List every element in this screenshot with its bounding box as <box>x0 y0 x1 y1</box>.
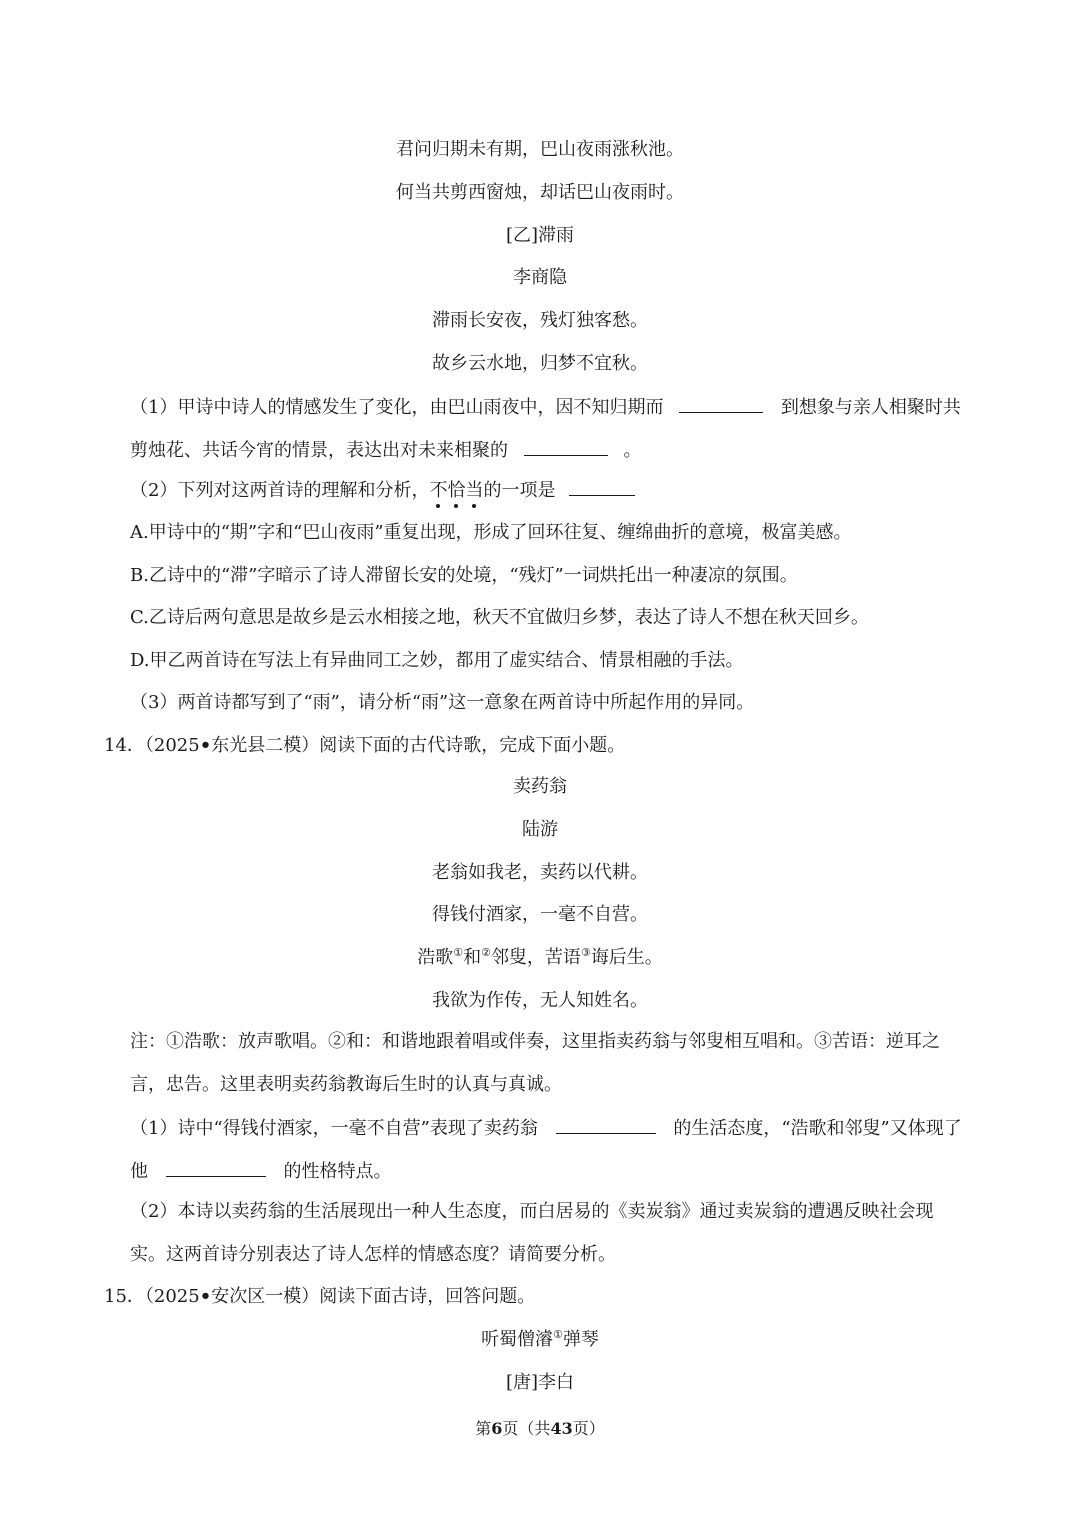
poem-b-author: 李商隐 <box>513 267 567 288</box>
q13-part2-text-b: 的一项是 <box>483 480 556 501</box>
footnote-marker-q15: ① <box>553 1328 563 1341</box>
footer-suffix: 页） <box>572 1419 605 1438</box>
q14-part1-line1 <box>130 1115 962 1141</box>
q15-heading <box>104 1285 535 1309</box>
q13-part1-text-c: 剪烛花、共话今宵的情景，表达出对未来相聚的 <box>130 440 508 461</box>
poem-maiyaoweng-line-4: 我欲为作传，无人知姓名。 <box>432 990 648 1011</box>
q13-part3: （3）两首诗都写到了“雨”，请分析“雨”这一意象在两首诗中所起作用的异同。 <box>130 692 755 713</box>
answer-blank-4[interactable] <box>556 1115 656 1134</box>
poem-tingqin-author: [唐]李白 <box>505 1372 575 1393</box>
q15-source-close: 安次区一模）阅读下面古诗，回答问题。 <box>211 1286 536 1307</box>
q14-part1-text-d: 的性格特点。 <box>283 1161 392 1182</box>
line3-part-b: 和 <box>463 947 482 968</box>
q14-part1-text-b: 的生活态度，“浩歌和邻叟”又体现了 <box>673 1118 962 1139</box>
option-c: C.乙诗后两句意思是故乡是云水相接之地，秋天不宜做归乡梦，表达了诗人不想在秋天回乡。 <box>130 607 869 628</box>
q13-part2-line <box>130 477 639 503</box>
option-a: A.甲诗中的“期”字和“巴山夜雨”重复出现，形成了回环往复、缠绵曲折的意境，极富美感。 <box>130 522 852 543</box>
q13-part1-text-a: （1）甲诗中诗人的情感发生了变化，由巴山雨夜中，因不知归期而 <box>130 397 664 418</box>
poem-tingqin-title <box>0 1328 1080 1352</box>
q13-part1-line2 <box>130 437 641 463</box>
q15-number: 15． <box>104 1286 145 1307</box>
line3-part-d: 诲后生。 <box>590 947 663 968</box>
tingqin-title-part-b: 弹琴 <box>562 1329 599 1350</box>
q13-part1-text-d: 。 <box>623 440 642 461</box>
notes-line-2: 言，忠告。这里表明卖药翁教诲后生时的认真与真诚。 <box>130 1074 562 1095</box>
q14-part1-text-c: 他 <box>130 1161 148 1182</box>
poem-b-line-2: 故乡云水地，归梦不宜秋。 <box>432 353 648 374</box>
option-b: B.乙诗中的“滞”字暗示了诗人滞留长安的处境，“残灯”一词烘托出一种凄凉的氛围。 <box>130 565 798 586</box>
q14-source-open: （2025 <box>144 735 200 756</box>
footer-page-number: 6 <box>491 1419 503 1438</box>
poem-maiyaoweng-author: 陆游 <box>522 819 558 840</box>
q13-part1-text-b: 到想象与亲人相聚时共 <box>780 397 961 418</box>
poem-b-line-1: 滞雨长安夜，残灯独客愁。 <box>432 310 648 331</box>
poem-maiyaoweng-title: 卖药翁 <box>513 776 567 797</box>
tingqin-title-part-a: 听蜀僧濬 <box>481 1329 554 1350</box>
q14-part2-line2: 实。这两首诗分别表达了诗人怎样的情感态度？请简要分析。 <box>130 1244 616 1265</box>
bullet-icon: • <box>199 735 212 756</box>
q14-heading <box>104 734 625 758</box>
answer-blank-3[interactable] <box>569 477 635 496</box>
option-d: D.甲乙两首诗在写法上有异曲同工之妙，都用了虚实结合、情景相融的手法。 <box>130 650 744 671</box>
q14-part1-line2 <box>130 1158 391 1184</box>
answer-blank-1[interactable] <box>679 394 763 413</box>
page-footer <box>0 1417 1080 1441</box>
q14-part1-text-a: （1）诗中“得钱付酒家，一毫不自营”表现了卖药翁 <box>130 1118 538 1139</box>
footer-prefix: 第 <box>475 1419 492 1438</box>
poem-a-line-2: 何当共剪西窗烛，却话巴山夜雨时。 <box>396 182 684 203</box>
footer-mid: 页（共 <box>502 1419 551 1438</box>
footnote-marker-1: ① <box>453 946 464 959</box>
poem-maiyaoweng-line-2: 得钱付酒家，一毫不自营。 <box>432 904 648 925</box>
bullet-icon: • <box>199 1286 212 1307</box>
emphasis-char-3: 当 <box>465 480 484 501</box>
footer-total-pages: 43 <box>550 1419 573 1438</box>
poem-a-line-1: 君问归期未有期，巴山夜雨涨秋池。 <box>396 139 684 160</box>
emphasis-char-1: 不 <box>429 480 448 501</box>
poem-maiyaoweng-line-1: 老翁如我老，卖药以代耕。 <box>432 862 648 883</box>
answer-blank-2[interactable] <box>524 437 608 456</box>
q13-part2-text-a: （2）下列对这两首诗的理解和分析， <box>130 480 430 501</box>
notes-line-1: 注：①浩歌：放声歌唱。②和：和谐地跟着唱或伴奏，这里指卖药翁与邻叟相互唱和。③苦语：逆耳之 <box>130 1031 940 1052</box>
q14-part2-line1: （2）本诗以卖药翁的生活展现出一种人生态度，而白居易的《卖炭翁》通过卖炭翁的遭遇反映社会现 <box>130 1201 934 1222</box>
q13-part1-line1 <box>130 394 961 420</box>
answer-blank-5[interactable] <box>166 1158 266 1177</box>
line3-part-a: 浩歌 <box>417 947 454 968</box>
emphasis-char-2: 恰 <box>447 480 466 501</box>
line3-part-c: 邻叟，苦语 <box>490 947 581 968</box>
q14-number: 14． <box>104 735 145 756</box>
poem-b-title: [乙]滞雨 <box>505 225 575 246</box>
footnote-marker-3: ③ <box>580 946 591 959</box>
q14-source-close: 东光县二模）阅读下面的古代诗歌，完成下面小题。 <box>211 735 626 756</box>
q15-source-open: （2025 <box>144 1286 200 1307</box>
footnote-marker-2: ② <box>481 946 491 959</box>
poem-maiyaoweng-line-3 <box>0 946 1080 970</box>
